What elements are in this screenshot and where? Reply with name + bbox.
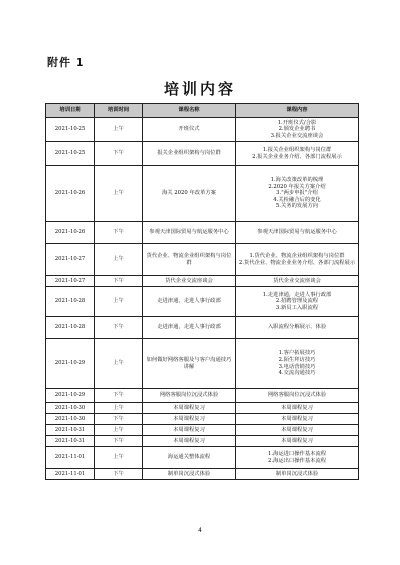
cell-date: 2021-10-25 (46, 118, 95, 142)
page-number: 4 (198, 527, 202, 534)
cell-course: 货代企业、物流企业组织架构与岗位群 (143, 244, 236, 276)
cell-course: 本周课程复习 (143, 436, 236, 447)
cell-content: 1.货代企业、物流企业组织架构与岗位群 2.货代企业、物流企业业务介绍、各部门流程展示 (236, 244, 359, 276)
cell-date: 2021-10-27 (46, 276, 95, 287)
table-row (46, 276, 359, 287)
header-content: 课程内容 (236, 104, 359, 118)
cell-date: 2021-10-31 (46, 425, 95, 436)
cell-date: 2021-11-01 (46, 447, 95, 469)
cell-time: 上午 (95, 339, 143, 389)
table-row (46, 469, 359, 480)
cell-date: 2021-10-28 (46, 317, 95, 339)
training-schedule-table (45, 103, 359, 480)
cell-course: 制单岗沉浸式体验 (143, 469, 236, 480)
cell-time: 上午 (95, 118, 143, 142)
cell-date: 2021-10-25 (46, 142, 95, 166)
cell-course: 海关 2020 年改革方案 (143, 166, 236, 222)
header-course: 课程名称 (143, 104, 236, 118)
cell-time: 下午 (95, 469, 143, 480)
cell-content: 本周课程复习 (236, 414, 359, 425)
header-time: 培训时间 (95, 104, 143, 118)
cell-course: 走进津通，走进人事行政部 (143, 287, 236, 317)
cell-course: 走进津通，走进人事行政部 (143, 317, 236, 339)
cell-content: 入职流程分解展示、体验 (236, 317, 359, 339)
table-row (46, 142, 359, 166)
cell-course: 海运通关整体流程 (143, 447, 236, 469)
cell-course: 货代企业交流座谈会 (143, 276, 236, 287)
table-row (46, 287, 359, 317)
cell-time: 下午 (95, 436, 143, 447)
table-header-row (46, 104, 359, 118)
cell-time: 上午 (95, 166, 143, 222)
cell-content: 本周课程复习 (236, 403, 359, 414)
cell-time: 上午 (95, 403, 143, 414)
header-date: 培训日期 (46, 104, 95, 118)
table-row (46, 425, 359, 436)
table-row (46, 166, 359, 222)
attachment-label: 附件 1 (47, 56, 85, 69)
cell-time: 下午 (95, 414, 143, 425)
table-row (46, 317, 359, 339)
cell-content: 本周课程复习 (236, 425, 359, 436)
table-row (46, 403, 359, 414)
cell-content: 网络客服岗位沉浸式体验 (236, 389, 359, 403)
cell-time: 上午 (95, 447, 143, 469)
table-row (46, 339, 359, 389)
cell-content: 1.报关企业组织架构与岗位群 2.报关企业业务介绍、各部门流程展示 (236, 142, 359, 166)
cell-date: 2021-10-29 (46, 389, 95, 403)
cell-time: 上午 (95, 287, 143, 317)
table-row (46, 447, 359, 469)
cell-date: 2021-10-27 (46, 244, 95, 276)
table-row (46, 414, 359, 425)
cell-content: 1.客户拓展技巧 2.陌生拜访技巧 3.电话营销技巧 4.交流沟通技巧 (236, 339, 359, 389)
cell-time: 上午 (95, 425, 143, 436)
cell-time: 下午 (95, 142, 143, 166)
cell-date: 2021-10-30 (46, 414, 95, 425)
table-row (46, 244, 359, 276)
cell-time: 上午 (95, 244, 143, 276)
cell-content: 本周课程复习 (236, 436, 359, 447)
cell-content: 1.海关改策改革的梳理 2.2020 年报关方案介绍 3."两步申报"介绍 4.关检融合后的变化 5.关务的发展方向 (236, 166, 359, 222)
table-row (46, 436, 359, 447)
cell-content: 制单岗沉浸式体验 (236, 469, 359, 480)
cell-content: 1.海运进口操作基本流程 2.海运出口操作基本流程 (236, 447, 359, 469)
cell-course: 网络客服岗位沉浸式体验 (143, 389, 236, 403)
cell-course: 本周课程复习 (143, 403, 236, 414)
cell-time: 下午 (95, 389, 143, 403)
cell-content: 1.走进津通，走进人事行政部 2.招聘管理及流程 3.新员工入职流程 (236, 287, 359, 317)
cell-date: 2021-10-30 (46, 403, 95, 414)
cell-content: 1.开班仪式/合影 2.颁发企业聘书 3.报关企业交流座谈会 (236, 118, 359, 142)
cell-course: 参观天津国际贸易与航运服务中心 (143, 222, 236, 244)
cell-time: 下午 (95, 276, 143, 287)
cell-course: 本周课程复习 (143, 414, 236, 425)
cell-time: 下午 (95, 317, 143, 339)
cell-content: 货代企业交流座谈会 (236, 276, 359, 287)
table-row (46, 222, 359, 244)
cell-date: 2021-11-01 (46, 469, 95, 480)
cell-course: 报关企业组织架构与岗位群 (143, 142, 236, 166)
cell-course: 如何做好网络客服及与客户沟通技巧讲解 (143, 339, 236, 389)
cell-content: 参观天津国际贸易与航运服务中心 (236, 222, 359, 244)
page-title: 培训内容 (163, 80, 236, 98)
cell-date: 2021-10-29 (46, 339, 95, 389)
cell-time: 下午 (95, 222, 143, 244)
table-row (46, 389, 359, 403)
cell-date: 2021-10-28 (46, 287, 95, 317)
cell-date: 2021-10-26 (46, 166, 95, 222)
cell-course: 本周课程复习 (143, 425, 236, 436)
cell-course: 开班仪式 (143, 118, 236, 142)
cell-date: 2021-10-26 (46, 222, 95, 244)
cell-date: 2021-10-31 (46, 436, 95, 447)
table-row (46, 118, 359, 142)
